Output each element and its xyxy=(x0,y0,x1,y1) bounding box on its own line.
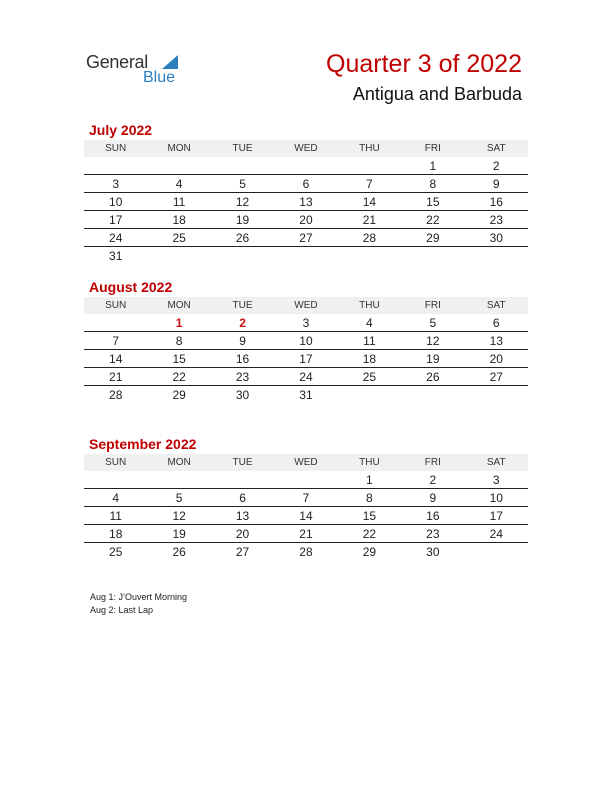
logo-general-text: General xyxy=(86,52,148,72)
weekday-label: MON xyxy=(167,300,191,311)
day-cell: 20 xyxy=(489,351,503,366)
weekday-label: SAT xyxy=(486,143,506,154)
day-cell: 16 xyxy=(489,194,503,209)
day-cell: 7 xyxy=(366,176,373,191)
weekday-label: WED xyxy=(294,457,318,468)
weekday-label: MON xyxy=(167,143,191,154)
day-cell: 16 xyxy=(426,508,440,523)
week-row xyxy=(84,386,528,403)
holiday-day-cell: 2 xyxy=(239,315,246,330)
month-title: August 2022 xyxy=(89,279,173,295)
day-cell: 19 xyxy=(235,212,250,227)
logo xyxy=(86,50,186,90)
month-title: September 2022 xyxy=(89,436,197,452)
week-row xyxy=(84,193,528,211)
day-cell: 21 xyxy=(362,212,377,227)
week-row xyxy=(84,368,528,386)
day-cell: 27 xyxy=(489,369,503,384)
day-cell: 15 xyxy=(362,508,377,523)
day-cell: 4 xyxy=(112,490,120,505)
day-cell: 21 xyxy=(109,369,123,384)
day-cell: 17 xyxy=(299,351,313,366)
day-cell: 18 xyxy=(362,351,377,366)
day-cell: 18 xyxy=(172,212,186,227)
day-cell: 15 xyxy=(172,351,186,366)
day-cell: 16 xyxy=(235,351,250,366)
day-cell: 10 xyxy=(489,490,503,505)
month-august xyxy=(84,279,528,403)
week-row xyxy=(84,175,528,193)
day-cell: 18 xyxy=(109,526,123,541)
weekday-label: FRI xyxy=(424,300,441,311)
day-cell: 26 xyxy=(235,230,250,245)
day-cell: 14 xyxy=(362,194,377,209)
weekday-label: SAT xyxy=(486,300,506,311)
day-cell: 20 xyxy=(299,212,313,227)
weekday-header-row xyxy=(84,297,528,314)
day-cell: 12 xyxy=(235,194,250,209)
day-cell: 4 xyxy=(366,315,373,330)
day-cell: 3 xyxy=(112,176,120,191)
weekday-label: FRI xyxy=(424,457,441,468)
day-cell: 5 xyxy=(175,490,183,505)
day-cell: 8 xyxy=(175,333,183,348)
day-cell: 24 xyxy=(109,230,123,245)
day-cell: 2 xyxy=(492,158,500,173)
weekday-header-row xyxy=(84,140,528,157)
day-cell: 27 xyxy=(235,544,250,559)
day-cell: 3 xyxy=(302,315,310,330)
day-cell: 9 xyxy=(429,490,437,505)
week-row xyxy=(84,229,528,247)
day-cell: 12 xyxy=(426,333,440,348)
weekday-header-row xyxy=(84,454,528,471)
day-cell: 30 xyxy=(426,544,440,559)
day-cell: 30 xyxy=(489,230,503,245)
weekday-label: THU xyxy=(359,300,380,311)
week-row xyxy=(84,543,528,560)
day-cell: 23 xyxy=(426,526,440,541)
day-cell: 1 xyxy=(429,158,437,173)
day-cell: 26 xyxy=(426,369,440,384)
weekday-label: SUN xyxy=(105,300,127,311)
weekday-label: WED xyxy=(294,300,318,311)
week-row xyxy=(84,507,528,525)
day-cell: 15 xyxy=(426,194,440,209)
day-cell: 9 xyxy=(239,333,246,348)
day-cell: 21 xyxy=(299,526,313,541)
day-cell: 8 xyxy=(429,176,437,191)
weekday-label: TUE xyxy=(232,143,253,154)
weekday-label: SUN xyxy=(105,457,127,468)
day-cell: 11 xyxy=(363,333,376,348)
week-row xyxy=(84,525,528,543)
day-cell: 28 xyxy=(299,544,313,559)
week-row xyxy=(84,314,528,332)
day-cell: 12 xyxy=(172,508,186,523)
week-row xyxy=(84,489,528,507)
day-cell: 14 xyxy=(109,351,123,366)
day-cell: 6 xyxy=(239,490,246,505)
month-july xyxy=(84,122,528,264)
day-cell: 5 xyxy=(429,315,437,330)
day-cell: 10 xyxy=(299,333,313,348)
day-cell: 8 xyxy=(366,490,373,505)
day-cell: 11 xyxy=(109,508,122,523)
week-row xyxy=(84,471,528,489)
day-cell: 6 xyxy=(302,176,310,191)
day-cell: 11 xyxy=(172,194,186,209)
weekday-label: TUE xyxy=(232,457,253,468)
holiday-day-cell: 1 xyxy=(175,315,183,330)
day-cell: 31 xyxy=(109,248,123,263)
week-row xyxy=(84,332,528,350)
day-cell: 24 xyxy=(489,526,503,541)
day-cell: 6 xyxy=(492,315,500,330)
day-cell: 10 xyxy=(109,194,123,209)
day-cell: 17 xyxy=(109,212,123,227)
day-cell: 7 xyxy=(302,490,310,505)
month-title: July 2022 xyxy=(89,122,153,138)
day-cell: 30 xyxy=(235,387,250,402)
week-row xyxy=(84,350,528,368)
day-cell: 2 xyxy=(429,472,437,487)
weekday-label: SAT xyxy=(486,457,506,468)
day-cell: 25 xyxy=(362,369,377,384)
day-cell: 26 xyxy=(172,544,186,559)
week-row xyxy=(84,157,528,175)
day-cell: 22 xyxy=(172,369,186,384)
week-row xyxy=(84,247,528,264)
day-cell: 31 xyxy=(299,387,313,402)
holiday-note: Aug 2: Last Lap xyxy=(90,605,154,615)
day-cell: 28 xyxy=(109,387,123,402)
day-cell: 25 xyxy=(109,544,123,559)
day-cell: 22 xyxy=(362,526,377,541)
day-cell: 28 xyxy=(362,230,377,245)
day-cell: 20 xyxy=(235,526,250,541)
day-cell: 9 xyxy=(492,176,500,191)
day-cell: 24 xyxy=(299,369,313,384)
day-cell: 13 xyxy=(235,508,250,523)
weekday-label: THU xyxy=(359,143,380,154)
day-cell: 23 xyxy=(489,212,503,227)
day-cell: 1 xyxy=(366,472,373,487)
day-cell: 27 xyxy=(299,230,313,245)
weekday-label: WED xyxy=(294,143,318,154)
day-cell: 19 xyxy=(426,351,440,366)
day-cell: 13 xyxy=(489,333,503,348)
logo-triangle-icon xyxy=(162,55,178,69)
day-cell: 13 xyxy=(299,194,313,209)
day-cell: 23 xyxy=(235,369,250,384)
day-cell: 22 xyxy=(426,212,440,227)
day-cell: 3 xyxy=(492,472,500,487)
day-cell: 17 xyxy=(489,508,503,523)
week-row xyxy=(84,211,528,229)
day-cell: 25 xyxy=(172,230,186,245)
day-cell: 19 xyxy=(172,526,186,541)
day-cell: 29 xyxy=(426,230,440,245)
weekday-label: THU xyxy=(359,457,380,468)
weekday-label: MON xyxy=(167,457,191,468)
day-cell: 5 xyxy=(239,176,246,191)
day-cell: 4 xyxy=(175,176,183,191)
day-cell: 7 xyxy=(112,333,120,348)
page-title: Quarter 3 of 2022 xyxy=(326,50,522,78)
holiday-notes xyxy=(90,591,187,617)
weekday-label: TUE xyxy=(232,300,253,311)
day-cell: 29 xyxy=(172,387,186,402)
logo-blue-text: Blue xyxy=(143,69,176,86)
holiday-note: Aug 1: J’Ouvert Morning xyxy=(90,592,188,602)
weekday-label: SUN xyxy=(105,143,127,154)
day-cell: 14 xyxy=(299,508,313,523)
country-name: Antigua and Barbuda xyxy=(352,84,522,104)
day-cell: 29 xyxy=(362,544,377,559)
weekday-label: FRI xyxy=(424,143,441,154)
month-september xyxy=(84,436,528,560)
